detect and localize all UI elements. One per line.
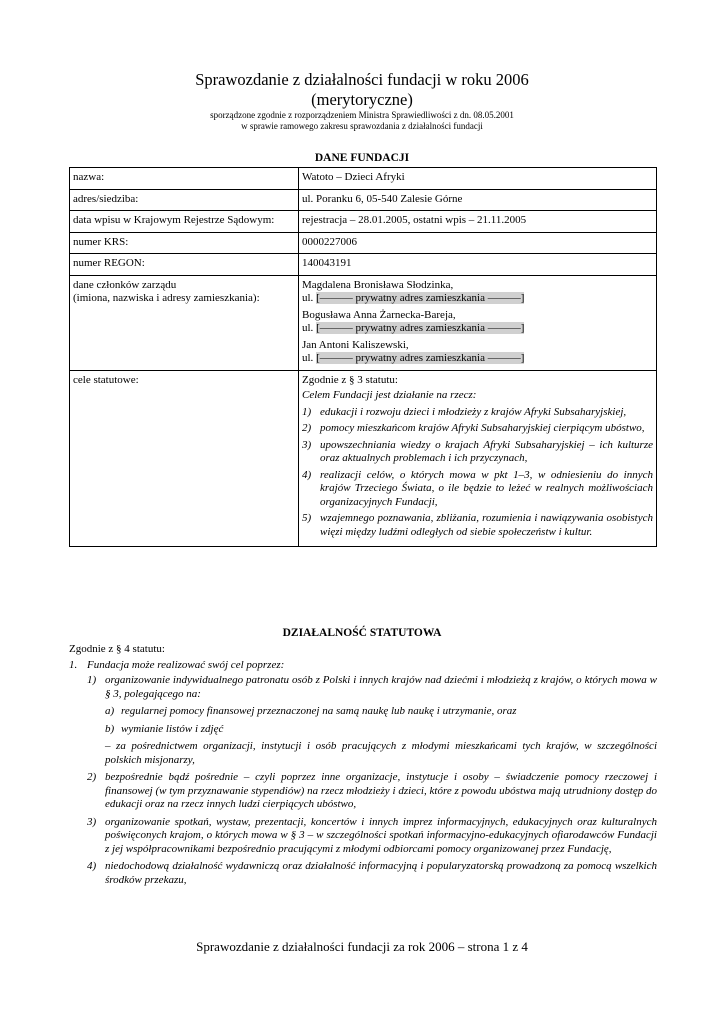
list-item <box>302 512 653 539</box>
goals-intro: Zgodnie z § 3 statutu: <box>302 373 398 386</box>
goals-key: cele statutowe: <box>70 370 299 547</box>
dzialalnosc-statutowa-heading: DZIAŁALNOŚĆ STATUTOWA <box>282 627 442 639</box>
item-text: realizacji celów, o których mowa w pkt 1–3, w odniesieniu do innych krajów Trzeciego Świata, o ile będzie to leżeć w realnych możliwościach organizacyjnych Fundacji, <box>320 468 653 508</box>
page-footer: Sprawozdanie z działalności fundacji za rok 2006 – strona 1 z 4 <box>196 939 528 954</box>
redacted-address: [——— prywatny adres zamieszkania ———] <box>316 322 525 334</box>
redacted-address: [——— prywatny adres zamieszkania ———] <box>316 292 525 304</box>
item-text: organizowanie spotkań, wystaw, prezentacji, koncertów i innych imprez informacyjnych, edukacyjnych oraz kulturalnych poświęconych krajom, o których mowa w § 3 – w szczególności spotkań informacyjno-edukacyjnych ofiarodawców Fundacji z jej współpracownikami bezpośrednio pracującymi z młodymi odbiorcami pomocy organizowanej przez Fundację, <box>105 815 657 855</box>
board-member-name: Jan Antoni Kaliszewski, <box>302 338 409 351</box>
paragraph: – za pośrednictwem organizacji, instytucji i osób pracujących z młodymi mieszkańcami tych krajów, w szczególności polskich misjonarzy, <box>105 740 657 766</box>
board-member-address <box>302 352 653 366</box>
report-subtitle <box>0 110 724 132</box>
subtitle-line-1: sporządzone zgodnie z rozporządzeniem Ministra Sprawiedliwości z dn. 08.05.2001 <box>210 110 514 120</box>
goals-value <box>299 370 657 547</box>
row-key: nazwa: <box>70 168 299 190</box>
list-item <box>105 705 657 719</box>
board-row <box>70 275 657 370</box>
item-number: 4) <box>302 468 312 481</box>
item-text: pomocy mieszkańcom krajów Afryki Subsaharyjskiej cierpiącym ubóstwo, <box>320 422 645 434</box>
item-text: upowszechniania wiedzy o krajach Afryki Subsaharyjskiej – ich kulturze oraz aktualnych problemach i ich przyczynach, <box>320 438 653 464</box>
item-text: regularnej pomocy finansowej przeznaczonej na samą naukę lub naukę i utrzymanie, oraz <box>121 705 517 717</box>
item-number: 2) <box>87 771 97 783</box>
board-member-name: Magdalena Bronisława Słodzinka, <box>302 278 454 291</box>
title-line-1: Sprawozdanie z działalności fundacji w roku 2006 <box>195 70 529 89</box>
table-row <box>70 189 657 211</box>
foundation-data-table <box>69 167 657 547</box>
board-member-address <box>302 322 653 336</box>
dane-fundacji-heading: DANE FUNDACJI <box>314 152 410 164</box>
list-item <box>87 674 657 701</box>
subtitle-line-2: w sprawie ramowego zakresu sprawozdania z działalności fundacji <box>241 121 483 131</box>
board-member-name: Bogusława Anna Żarnecka-Bareja, <box>302 308 456 321</box>
item-number: 5) <box>302 512 312 524</box>
address-prefix: ul. <box>302 322 317 334</box>
item-text: Fundacja może realizować swój cel poprzez: <box>87 658 285 671</box>
item-letter: b) <box>105 722 115 735</box>
goals-row <box>70 370 657 547</box>
table-row <box>70 211 657 233</box>
board-member-address <box>302 292 653 306</box>
item-text: wzajemnego poznawania, zbliżania, rozumienia i nawiązywania osobistych więzi między ludźmi odległych od siebie społeczeństw i kultur. <box>320 512 653 538</box>
point-1 <box>69 659 657 673</box>
table-row <box>70 168 657 190</box>
item-text: niedochodową działalność wydawniczą oraz działalność informacyjną i popularyzatorską prowadzoną za pomocą wszelkich środków przekazu, <box>105 860 657 886</box>
item-text: organizowanie indywidualnego patronatu osób z Polski i innych krajów nad dziećmi i młodzieżą z krajów, o których mowa w § 3, polegającego na: <box>105 674 657 700</box>
row-key: data wpisu w Krajowym Rejestrze Sądowym: <box>70 211 299 233</box>
board-members <box>299 275 657 370</box>
table-row <box>70 232 657 254</box>
item-number: 2) <box>302 422 312 434</box>
board-key-line-1: dane członków zarządu <box>73 278 177 291</box>
item-number: 1) <box>87 674 97 686</box>
address-prefix: ul. <box>302 352 317 364</box>
list-item <box>302 422 653 436</box>
row-key: numer REGON: <box>70 254 299 276</box>
list-item <box>302 406 653 420</box>
row-value: ul. Poranku 6, 05-540 Zalesie Górne <box>299 189 657 211</box>
row-key: numer KRS: <box>70 232 299 254</box>
item-number: 1. <box>69 658 78 671</box>
redacted-address: [——— prywatny adres zamieszkania ———] <box>316 352 525 364</box>
list-item <box>302 439 653 466</box>
item-number: 3) <box>302 438 312 451</box>
goals-list <box>302 406 653 540</box>
row-value: 140043191 <box>299 254 657 276</box>
item-text: bezpośrednie bądź pośrednie – czyli poprzez inne organizacje, instytucje i osoby – świadczenie pomocy rzeczowej i finansowej (w tym przyznawanie stypendiów) na rzecz młodzieży i dzieci, które z powodu ubóstwa mają utrudniony dostęp do edukacji oraz na rzecz innych ludzi cierpiących ubóstwo, <box>105 771 657 810</box>
item-letter: a) <box>105 705 115 717</box>
title-line-2: (merytoryczne) <box>311 90 413 109</box>
row-key: adres/siedziba: <box>70 189 299 211</box>
board-key <box>70 275 299 370</box>
item-text: wymianie listów i zdjęć <box>121 722 224 735</box>
item-number: 3) <box>87 815 97 828</box>
item-number: 4) <box>87 860 97 872</box>
list-item <box>87 771 657 812</box>
statutory-activity-section <box>69 643 657 887</box>
report-title <box>0 70 724 110</box>
list-item <box>105 723 657 737</box>
list-item <box>87 860 657 887</box>
statute-intro: Zgodnie z § 4 statutu: <box>69 643 165 655</box>
item-number: 1) <box>302 405 312 418</box>
list-item <box>87 816 657 857</box>
row-value: rejestracja – 28.01.2005, ostatni wpis – 21.11.2005 <box>299 211 657 233</box>
table-row <box>70 254 657 276</box>
row-value: 0000227006 <box>299 232 657 254</box>
list-item <box>302 469 653 510</box>
item-text: edukacji i rozwoju dzieci i młodzieży z krajów Afryki Subsaharyjskiej, <box>320 405 627 418</box>
board-key-line-2: (imiona, nazwiska i adresy zamieszkania): <box>73 292 260 304</box>
goals-lead: Celem Fundacji jest działanie na rzecz: <box>302 389 477 401</box>
row-value: Watoto – Dzieci Afryki <box>299 168 657 190</box>
address-prefix: ul. <box>302 292 317 304</box>
